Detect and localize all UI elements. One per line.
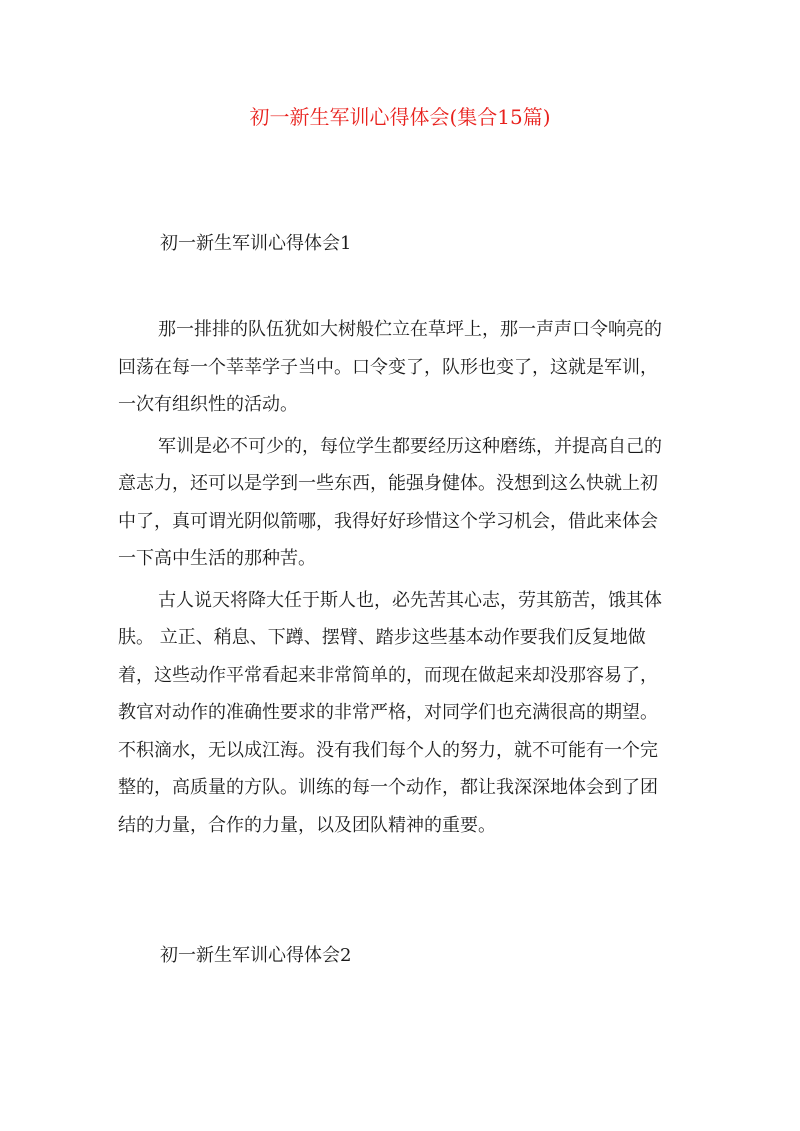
text-line: 中了，真可谓光阴似箭哪，我得好好珍惜这个学习机会，借此来体会 [118, 510, 658, 532]
text-line: 着，这些动作平常看起来非常简单的，而现在做起来却没那容易了， [118, 664, 658, 686]
text-line: 结的力量，合作的力量，以及团队精神的重要。 [118, 814, 496, 836]
text-line: 回荡在每一个莘莘学子当中。口令变了，队形也变了，这就是军训， [118, 356, 658, 378]
section-heading-2: 初一新生军训心得体会2 [160, 945, 352, 966]
text-line: 一次有组织性的活动。 [118, 394, 298, 415]
paragraph [118, 582, 698, 845]
text-line: 肤。 立正、稍息、下蹲、摆臂、踏步这些基本动作要我们反复地做 [118, 627, 646, 648]
text-line: 教官对动作的准确性要求的非常严格，对同学们也充满很高的期望。 [118, 702, 658, 723]
section-heading-1: 初一新生军训心得体会1 [160, 233, 352, 254]
text-line: 意志力，还可以是学到一些东西，能强身健体。没想到这么快就上初 [118, 473, 658, 494]
paragraph [118, 428, 698, 578]
text-line: 不积滴水，无以成江海。没有我们每个人的努力，就不可能有一个完 [118, 739, 658, 761]
text-line: 整的，高质量的方队。训练的每一个动作，都让我深深地体会到了团 [118, 777, 658, 798]
text-line: 那一排排的队伍犹如大树般伫立在草坪上，那一声声口令响亮的 [158, 319, 662, 340]
section-1-body [118, 311, 698, 848]
text-line: 古人说天将降大任于斯人也，必先苦其心志，劳其筋苦，饿其体 [158, 589, 662, 611]
text-line: 军训是必不可少的，每位学生都要经历这种磨练，并提高自己的 [158, 435, 662, 457]
document-title: 初一新生军训心得体会(集合15篇) [249, 105, 551, 129]
text-line: 一下高中生活的那种苦。 [118, 548, 316, 569]
paragraph [118, 311, 698, 424]
